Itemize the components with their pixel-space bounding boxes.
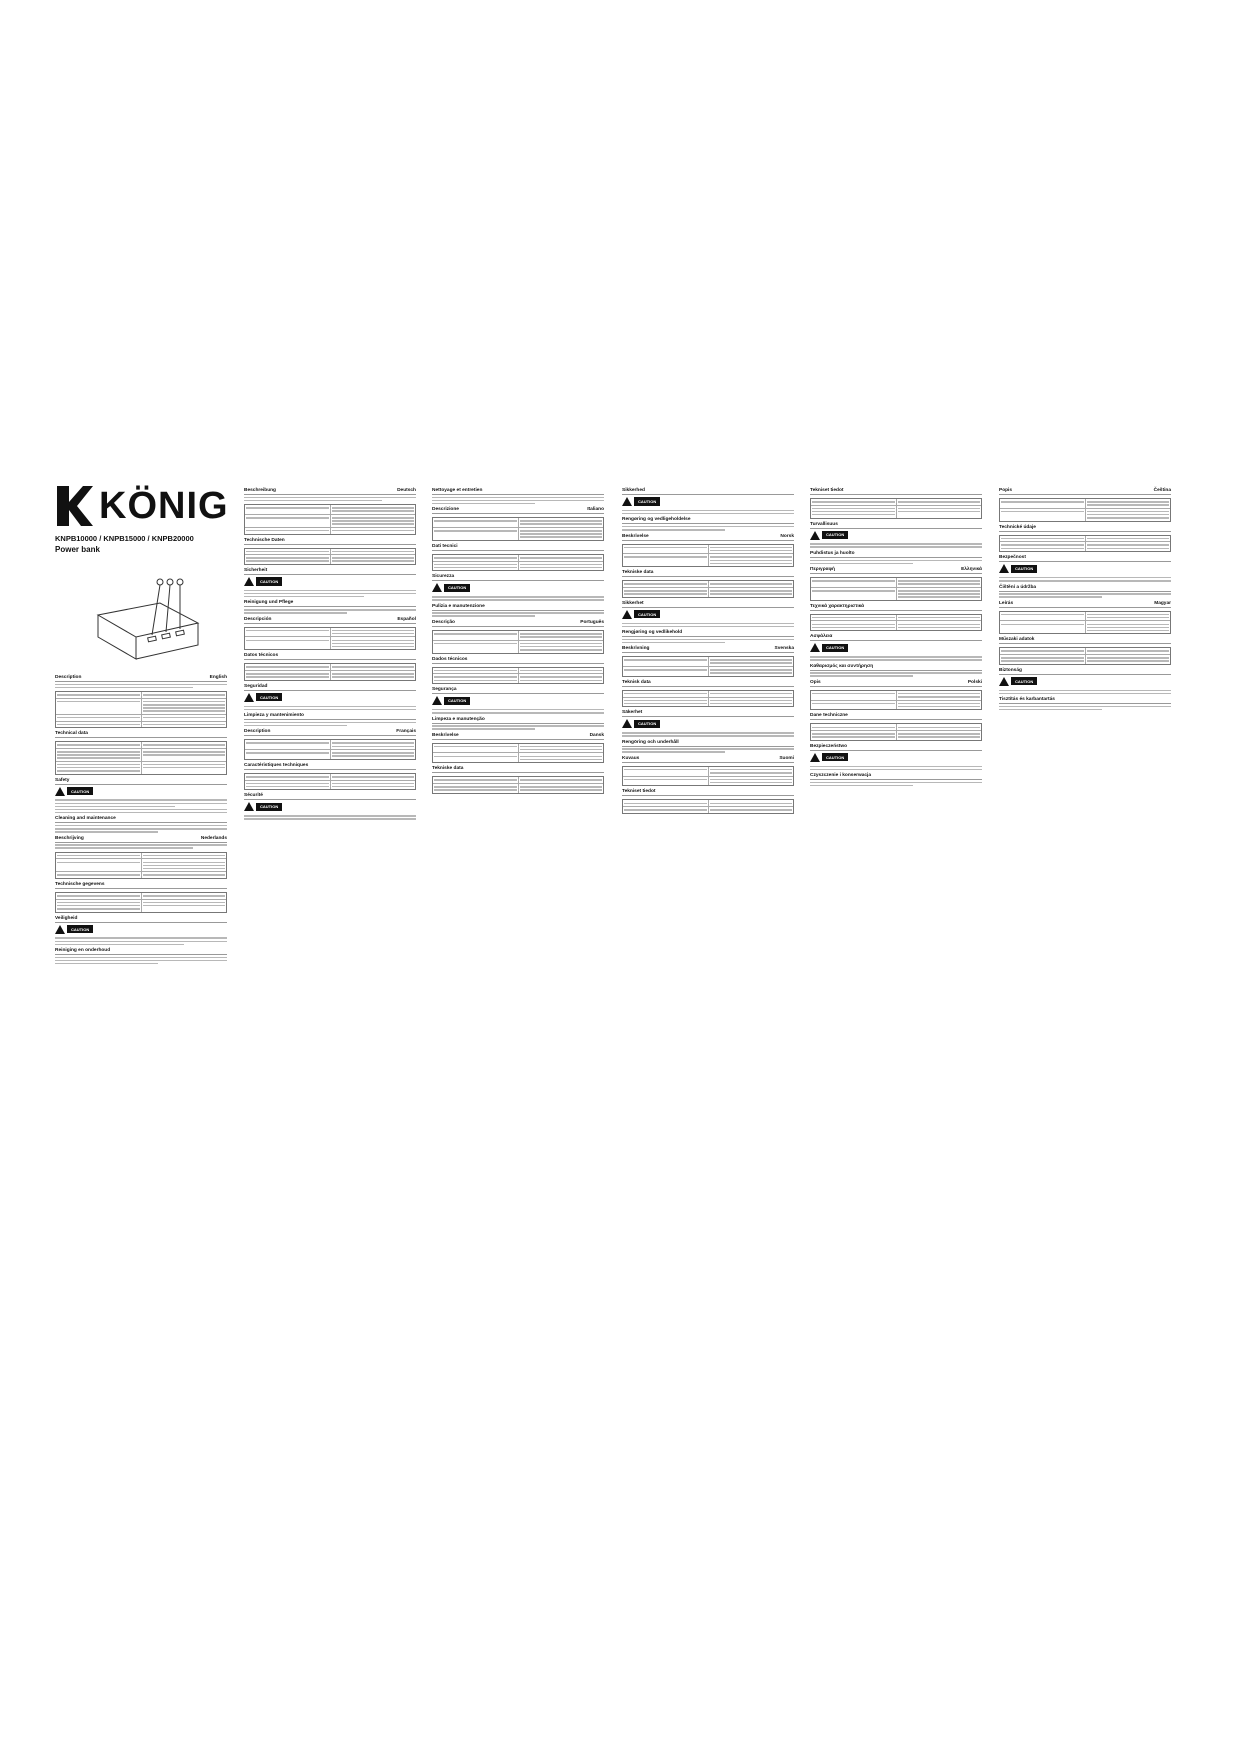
section-heading: Rengjøring og vedlikehold bbox=[622, 630, 794, 637]
section-heading: Beschreibung Deutsch bbox=[244, 488, 416, 493]
section-heading: Tekniset tiedot bbox=[810, 488, 982, 495]
warning-triangle-icon bbox=[810, 753, 820, 762]
spec-table bbox=[55, 892, 227, 913]
section-heading: Limpieza y mantenimiento bbox=[244, 713, 416, 720]
caution-warning: CAUTION bbox=[432, 696, 470, 705]
section-heading: Bezpečnost bbox=[999, 555, 1171, 562]
section-heading: Veiligheid bbox=[55, 916, 227, 923]
caution-warning: CAUTION bbox=[999, 677, 1037, 686]
caution-warning: CAUTION bbox=[244, 577, 282, 586]
section-heading: Reiniging en onderhoud bbox=[55, 948, 227, 955]
section-heading: Rengøring og vedligeholdelse bbox=[622, 517, 794, 524]
section-heading: Technische gegevens bbox=[55, 882, 227, 889]
caution-warning: CAUTION bbox=[55, 925, 93, 934]
column-3 bbox=[432, 485, 604, 797]
section-heading: Technical data bbox=[55, 731, 227, 738]
section-heading: Dati tecnici bbox=[432, 544, 604, 551]
column-1 bbox=[55, 672, 227, 966]
section-heading: Segurança bbox=[432, 687, 604, 694]
section-heading: Sicurezza bbox=[432, 574, 604, 581]
section-heading: Turvallisuus bbox=[810, 522, 982, 529]
caution-warning: CAUTION bbox=[622, 497, 660, 506]
section-heading: Technické údaje bbox=[999, 525, 1171, 532]
section-heading: Leírás Magyar bbox=[999, 600, 1171, 606]
section-heading: Tekniske data bbox=[432, 766, 604, 773]
section-heading: Beskrivelse Dansk bbox=[432, 732, 604, 738]
power-bank-illustration bbox=[90, 575, 205, 670]
caution-warning: CAUTION bbox=[810, 643, 848, 652]
section-heading: Description Français bbox=[244, 729, 416, 735]
section-heading: Τεχνικά χαρακτηριστικά bbox=[810, 604, 982, 611]
brand-logo-text: KÖNIG bbox=[99, 484, 229, 527]
section-heading: Technische Daten bbox=[244, 538, 416, 545]
section-heading: Ασφάλεια bbox=[810, 634, 982, 641]
warning-triangle-icon bbox=[55, 925, 65, 934]
column-6 bbox=[999, 485, 1171, 712]
section-heading: Tekniske data bbox=[622, 570, 794, 577]
section-heading: Opis Polski bbox=[810, 679, 982, 685]
caution-warning: CAUTION bbox=[999, 564, 1037, 573]
warning-triangle-icon bbox=[432, 696, 442, 705]
warning-triangle-icon bbox=[432, 583, 442, 592]
section-heading: Czyszczenie i konserwacja bbox=[810, 773, 982, 780]
section-heading: Műszaki adatok bbox=[999, 637, 1171, 644]
section-heading: Datos técnicos bbox=[244, 653, 416, 660]
section-heading: Sikkerhet bbox=[622, 601, 794, 608]
column-4 bbox=[622, 485, 794, 817]
section-heading: Rengöring och underhåll bbox=[622, 740, 794, 747]
section-heading: Limpeza e manutenção bbox=[432, 717, 604, 724]
section-heading: Cleaning and maintenance bbox=[55, 816, 227, 823]
section-heading: Pulizia e manutenzione bbox=[432, 604, 604, 611]
section-heading: Καθαρισμός και συντήρηση bbox=[810, 664, 982, 671]
section-heading: Descrição Português bbox=[432, 619, 604, 625]
section-heading: Kuvaus Suomi bbox=[622, 755, 794, 761]
warning-triangle-icon bbox=[244, 693, 254, 702]
warning-triangle-icon bbox=[55, 787, 65, 796]
warning-triangle-icon bbox=[244, 802, 254, 811]
warning-triangle-icon bbox=[244, 577, 254, 586]
section-heading: Tisztítás és karbantartás bbox=[999, 697, 1171, 704]
column-5 bbox=[810, 485, 982, 788]
section-heading: Bezpieczeństwo bbox=[810, 744, 982, 751]
section-heading: Seguridad bbox=[244, 684, 416, 691]
section-heading: Teknisk data bbox=[622, 680, 794, 687]
section-heading: Descripción Español bbox=[244, 616, 416, 622]
section-heading: Beskrivelse Norsk bbox=[622, 533, 794, 539]
warning-triangle-icon bbox=[622, 719, 632, 728]
warning-triangle-icon bbox=[622, 610, 632, 619]
section-heading: Nettoyage et entretien bbox=[432, 488, 604, 495]
caution-warning: CAUTION bbox=[622, 610, 660, 619]
section-heading: Säkerhet bbox=[622, 710, 794, 717]
konig-crown-k-icon bbox=[55, 484, 95, 528]
section-heading: Description English bbox=[55, 675, 227, 680]
caution-warning: CAUTION bbox=[810, 531, 848, 540]
caution-warning: CAUTION bbox=[244, 693, 282, 702]
section-heading: Reinigung und Pflege bbox=[244, 600, 416, 607]
model-numbers: KNPB10000 / KNPB15000 / KNPB20000 bbox=[55, 534, 194, 543]
warning-triangle-icon bbox=[810, 643, 820, 652]
parts-table bbox=[55, 852, 227, 879]
section-heading: Caractéristiques techniques bbox=[244, 763, 416, 770]
warning-triangle-icon bbox=[999, 564, 1009, 573]
column-2 bbox=[244, 485, 416, 821]
caution-warning: CAUTION bbox=[622, 719, 660, 728]
section-heading: Sécurité bbox=[244, 793, 416, 800]
spec-table bbox=[55, 741, 227, 774]
warning-triangle-icon bbox=[810, 531, 820, 540]
section-heading: Sikkerhed bbox=[622, 488, 794, 495]
section-heading: Περιγραφή Ελληνικά bbox=[810, 567, 982, 573]
section-heading: Tekniset tiedot bbox=[622, 789, 794, 796]
section-heading: Descrizione Italiano bbox=[432, 507, 604, 513]
section-heading: Sicherheit bbox=[244, 568, 416, 575]
section-heading: Dane techniczne bbox=[810, 713, 982, 720]
section-heading: Safety bbox=[55, 778, 227, 785]
brand-logo bbox=[55, 483, 229, 529]
product-title: Power bank bbox=[55, 545, 100, 554]
section-heading: Čištění a údržba bbox=[999, 585, 1171, 592]
section-heading: Dados técnicos bbox=[432, 657, 604, 664]
section-heading: Beschrijving Nederlands bbox=[55, 835, 227, 841]
warning-triangle-icon bbox=[622, 497, 632, 506]
caution-warning: CAUTION bbox=[244, 802, 282, 811]
section-heading: Popis Čeština bbox=[999, 488, 1171, 493]
section-heading: Puhdistus ja huolto bbox=[810, 551, 982, 558]
parts-table bbox=[55, 691, 227, 728]
section-heading: Biztonság bbox=[999, 668, 1171, 675]
caution-warning: CAUTION bbox=[55, 787, 93, 796]
caution-warning: CAUTION bbox=[432, 583, 470, 592]
caution-warning: CAUTION bbox=[810, 753, 848, 762]
warning-triangle-icon bbox=[999, 677, 1009, 686]
section-heading: Beskrivning Svenska bbox=[622, 646, 794, 652]
